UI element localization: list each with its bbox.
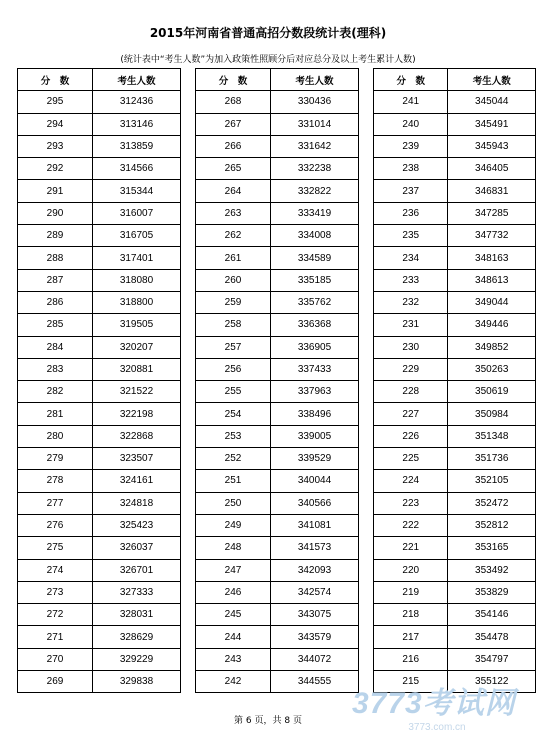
count-header: 考生人数 xyxy=(93,69,181,91)
score-cell: 257 xyxy=(196,336,271,358)
table-row xyxy=(196,180,359,202)
score-cell: 264 xyxy=(196,180,271,202)
count-cell: 343579 xyxy=(271,626,359,648)
watermark-logo xyxy=(352,688,522,740)
score-cell: 277 xyxy=(18,492,93,514)
score-cell: 223 xyxy=(374,492,448,514)
score-cell: 237 xyxy=(374,180,448,202)
table-row xyxy=(374,470,536,492)
table-row xyxy=(18,470,181,492)
count-cell: 346831 xyxy=(448,180,536,202)
watermark-text: 3773考试网 xyxy=(352,687,516,720)
score-cell: 282 xyxy=(18,381,93,403)
table-row xyxy=(18,537,181,559)
table-row xyxy=(196,336,359,358)
score-cell: 241 xyxy=(374,91,448,113)
table-row xyxy=(374,91,536,113)
score-cell: 266 xyxy=(196,135,271,157)
score-cell: 220 xyxy=(374,559,448,581)
table-row xyxy=(18,202,181,224)
score-cell: 218 xyxy=(374,604,448,626)
count-cell: 326037 xyxy=(93,537,181,559)
count-cell: 317401 xyxy=(93,247,181,269)
score-cell: 273 xyxy=(18,581,93,603)
count-cell: 330436 xyxy=(271,91,359,113)
score-cell: 234 xyxy=(374,247,448,269)
count-cell: 316705 xyxy=(93,225,181,247)
table-row xyxy=(196,225,359,247)
count-cell: 353492 xyxy=(448,559,536,581)
score-cell: 243 xyxy=(196,648,271,670)
count-cell: 341573 xyxy=(271,537,359,559)
table-row xyxy=(196,604,359,626)
count-cell: 341081 xyxy=(271,514,359,536)
score-cell: 217 xyxy=(374,626,448,648)
count-cell: 347732 xyxy=(448,225,536,247)
table-row xyxy=(374,358,536,380)
score-cell: 219 xyxy=(374,581,448,603)
count-cell: 335185 xyxy=(271,269,359,291)
table-row xyxy=(18,269,181,291)
table-row xyxy=(374,403,536,425)
page-footer: 第 6 页，共 8 页 xyxy=(234,716,302,726)
score-cell: 292 xyxy=(18,158,93,180)
table-row xyxy=(18,381,181,403)
score-cell: 239 xyxy=(374,135,448,157)
score-cell: 259 xyxy=(196,291,271,313)
count-cell: 314566 xyxy=(93,158,181,180)
score-cell: 236 xyxy=(374,202,448,224)
count-cell: 355122 xyxy=(448,671,536,693)
score-cell: 276 xyxy=(18,514,93,536)
score-table-3 xyxy=(373,68,536,693)
score-cell: 260 xyxy=(196,269,271,291)
score-cell: 247 xyxy=(196,559,271,581)
watermark-url: 3773.com.cn xyxy=(408,722,466,733)
table-row xyxy=(18,358,181,380)
table-row xyxy=(374,180,536,202)
table-row xyxy=(18,113,181,135)
count-cell: 354478 xyxy=(448,626,536,648)
table-row xyxy=(374,626,536,648)
score-cell: 274 xyxy=(18,559,93,581)
count-cell: 351348 xyxy=(448,425,536,447)
score-cell: 281 xyxy=(18,403,93,425)
count-cell: 318080 xyxy=(93,269,181,291)
score-cell: 230 xyxy=(374,336,448,358)
table-row xyxy=(18,180,181,202)
score-cell: 268 xyxy=(196,91,271,113)
table-row xyxy=(374,559,536,581)
count-header: 考生人数 xyxy=(448,69,536,91)
score-cell: 279 xyxy=(18,448,93,470)
count-cell: 354146 xyxy=(448,604,536,626)
count-cell: 313859 xyxy=(93,135,181,157)
score-cell: 262 xyxy=(196,225,271,247)
score-cell: 261 xyxy=(196,247,271,269)
count-cell: 325423 xyxy=(93,514,181,536)
score-header: 分 数 xyxy=(196,69,271,91)
count-cell: 328629 xyxy=(93,626,181,648)
count-cell: 313146 xyxy=(93,113,181,135)
table-row xyxy=(196,537,359,559)
score-cell: 216 xyxy=(374,648,448,670)
score-cell: 255 xyxy=(196,381,271,403)
score-cell: 263 xyxy=(196,202,271,224)
score-cell: 269 xyxy=(18,671,93,693)
score-cell: 244 xyxy=(196,626,271,648)
count-cell: 338496 xyxy=(271,403,359,425)
count-cell: 353165 xyxy=(448,537,536,559)
table-row xyxy=(196,202,359,224)
score-cell: 275 xyxy=(18,537,93,559)
score-cell: 231 xyxy=(374,314,448,336)
score-cell: 224 xyxy=(374,470,448,492)
count-cell: 331642 xyxy=(271,135,359,157)
count-cell: 326701 xyxy=(93,559,181,581)
score-cell: 288 xyxy=(18,247,93,269)
table-row xyxy=(196,425,359,447)
count-cell: 351736 xyxy=(448,448,536,470)
count-cell: 334589 xyxy=(271,247,359,269)
count-cell: 342093 xyxy=(271,559,359,581)
table-row xyxy=(18,604,181,626)
score-cell: 270 xyxy=(18,648,93,670)
score-table-1 xyxy=(17,68,181,693)
count-cell: 340044 xyxy=(271,470,359,492)
table-row xyxy=(196,470,359,492)
table-row xyxy=(374,225,536,247)
score-cell: 232 xyxy=(374,291,448,313)
score-cell: 294 xyxy=(18,113,93,135)
score-cell: 226 xyxy=(374,425,448,447)
count-cell: 340566 xyxy=(271,492,359,514)
count-header: 考生人数 xyxy=(271,69,359,91)
score-cell: 256 xyxy=(196,358,271,380)
count-cell: 321522 xyxy=(93,381,181,403)
score-cell: 287 xyxy=(18,269,93,291)
score-cell: 280 xyxy=(18,425,93,447)
score-cell: 291 xyxy=(18,180,93,202)
count-cell: 332822 xyxy=(271,180,359,202)
count-cell: 324161 xyxy=(93,470,181,492)
count-cell: 324818 xyxy=(93,492,181,514)
table-row xyxy=(196,492,359,514)
count-cell: 344555 xyxy=(271,671,359,693)
table-row xyxy=(196,291,359,313)
score-cell: 251 xyxy=(196,470,271,492)
count-cell: 336368 xyxy=(271,314,359,336)
score-cell: 228 xyxy=(374,381,448,403)
table-row xyxy=(374,202,536,224)
table-row xyxy=(374,314,536,336)
table-row xyxy=(374,381,536,403)
table-row xyxy=(196,448,359,470)
table-row xyxy=(18,448,181,470)
table-row xyxy=(374,581,536,603)
table-row xyxy=(196,626,359,648)
page-subtitle: (统计表中“考生人数”为加入政策性照顾分后对应总分及以上考生累计人数) xyxy=(120,55,416,65)
count-cell: 339529 xyxy=(271,448,359,470)
count-cell: 316007 xyxy=(93,202,181,224)
table-row xyxy=(374,648,536,670)
count-cell: 350619 xyxy=(448,381,536,403)
score-table-2 xyxy=(195,68,359,693)
table-row xyxy=(196,381,359,403)
table-row xyxy=(196,648,359,670)
count-cell: 353829 xyxy=(448,581,536,603)
count-cell: 345943 xyxy=(448,135,536,157)
score-cell: 222 xyxy=(374,514,448,536)
table-row xyxy=(374,492,536,514)
table-row xyxy=(374,269,536,291)
score-cell: 258 xyxy=(196,314,271,336)
count-cell: 345044 xyxy=(448,91,536,113)
count-cell: 345491 xyxy=(448,113,536,135)
count-cell: 339005 xyxy=(271,425,359,447)
count-cell: 342574 xyxy=(271,581,359,603)
count-cell: 334008 xyxy=(271,225,359,247)
count-cell: 354797 xyxy=(448,648,536,670)
table-row xyxy=(196,358,359,380)
table-row xyxy=(374,514,536,536)
score-cell: 289 xyxy=(18,225,93,247)
score-cell: 286 xyxy=(18,291,93,313)
table-row xyxy=(374,604,536,626)
score-cell: 293 xyxy=(18,135,93,157)
score-cell: 245 xyxy=(196,604,271,626)
table-row xyxy=(18,135,181,157)
score-cell: 229 xyxy=(374,358,448,380)
table-row xyxy=(374,537,536,559)
count-cell: 349044 xyxy=(448,291,536,313)
table-row xyxy=(18,314,181,336)
score-cell: 271 xyxy=(18,626,93,648)
page-title: 2015年河南省普通高招分数段统计表(理科) xyxy=(149,26,387,40)
score-cell: 233 xyxy=(374,269,448,291)
count-cell: 318800 xyxy=(93,291,181,313)
count-cell: 315344 xyxy=(93,180,181,202)
count-cell: 323507 xyxy=(93,448,181,470)
table-row xyxy=(18,492,181,514)
score-cell: 240 xyxy=(374,113,448,135)
score-header: 分 数 xyxy=(18,69,93,91)
count-cell: 349852 xyxy=(448,336,536,358)
table-row xyxy=(374,425,536,447)
score-cell: 265 xyxy=(196,158,271,180)
count-cell: 352812 xyxy=(448,514,536,536)
table-row xyxy=(18,91,181,113)
score-cell: 290 xyxy=(18,202,93,224)
table-row xyxy=(18,336,181,358)
count-cell: 337433 xyxy=(271,358,359,380)
count-cell: 336905 xyxy=(271,336,359,358)
count-cell: 329838 xyxy=(93,671,181,693)
table-row xyxy=(196,581,359,603)
score-cell: 267 xyxy=(196,113,271,135)
score-cell: 295 xyxy=(18,91,93,113)
table-row xyxy=(374,448,536,470)
score-cell: 252 xyxy=(196,448,271,470)
table-row xyxy=(374,336,536,358)
table-row xyxy=(374,158,536,180)
score-cell: 215 xyxy=(374,671,448,693)
table-row xyxy=(18,626,181,648)
table-row xyxy=(18,648,181,670)
score-cell: 238 xyxy=(374,158,448,180)
count-cell: 320881 xyxy=(93,358,181,380)
count-cell: 348163 xyxy=(448,247,536,269)
table-row xyxy=(196,135,359,157)
score-cell: 225 xyxy=(374,448,448,470)
table-row xyxy=(18,581,181,603)
table-row xyxy=(18,559,181,581)
count-cell: 312436 xyxy=(93,91,181,113)
table-row xyxy=(18,671,181,693)
count-cell: 331014 xyxy=(271,113,359,135)
count-cell: 344072 xyxy=(271,648,359,670)
table-row xyxy=(196,113,359,135)
table-row xyxy=(374,113,536,135)
count-cell: 320207 xyxy=(93,336,181,358)
table-row xyxy=(196,247,359,269)
table-row xyxy=(196,671,359,693)
table-row xyxy=(196,314,359,336)
score-cell: 221 xyxy=(374,537,448,559)
score-cell: 283 xyxy=(18,358,93,380)
count-cell: 327333 xyxy=(93,581,181,603)
count-cell: 350263 xyxy=(448,358,536,380)
count-cell: 352105 xyxy=(448,470,536,492)
table-row xyxy=(374,247,536,269)
count-cell: 333419 xyxy=(271,202,359,224)
table-row xyxy=(374,135,536,157)
table-row xyxy=(18,403,181,425)
table-row xyxy=(18,425,181,447)
score-cell: 272 xyxy=(18,604,93,626)
table-row xyxy=(18,225,181,247)
count-cell: 349446 xyxy=(448,314,536,336)
count-cell: 322198 xyxy=(93,403,181,425)
table-row xyxy=(18,291,181,313)
score-cell: 248 xyxy=(196,537,271,559)
table-row xyxy=(196,91,359,113)
count-cell: 335762 xyxy=(271,291,359,313)
count-cell: 322868 xyxy=(93,425,181,447)
score-header: 分 数 xyxy=(374,69,448,91)
count-cell: 319505 xyxy=(93,314,181,336)
table-row xyxy=(196,514,359,536)
count-cell: 352472 xyxy=(448,492,536,514)
table-row xyxy=(374,291,536,313)
table-row xyxy=(196,269,359,291)
score-cell: 246 xyxy=(196,581,271,603)
score-cell: 249 xyxy=(196,514,271,536)
count-cell: 332238 xyxy=(271,158,359,180)
score-cell: 278 xyxy=(18,470,93,492)
score-cell: 253 xyxy=(196,425,271,447)
score-cell: 227 xyxy=(374,403,448,425)
table-row xyxy=(18,514,181,536)
count-cell: 348613 xyxy=(448,269,536,291)
count-cell: 337963 xyxy=(271,381,359,403)
score-cell: 254 xyxy=(196,403,271,425)
score-cell: 285 xyxy=(18,314,93,336)
count-cell: 343075 xyxy=(271,604,359,626)
count-cell: 329229 xyxy=(93,648,181,670)
count-cell: 350984 xyxy=(448,403,536,425)
score-cell: 242 xyxy=(196,671,271,693)
table-row xyxy=(18,158,181,180)
score-cell: 284 xyxy=(18,336,93,358)
count-cell: 347285 xyxy=(448,202,536,224)
table-row xyxy=(196,403,359,425)
score-cell: 235 xyxy=(374,225,448,247)
table-row xyxy=(196,559,359,581)
count-cell: 346405 xyxy=(448,158,536,180)
count-cell: 328031 xyxy=(93,604,181,626)
table-row xyxy=(196,158,359,180)
table-row xyxy=(18,247,181,269)
score-cell: 250 xyxy=(196,492,271,514)
